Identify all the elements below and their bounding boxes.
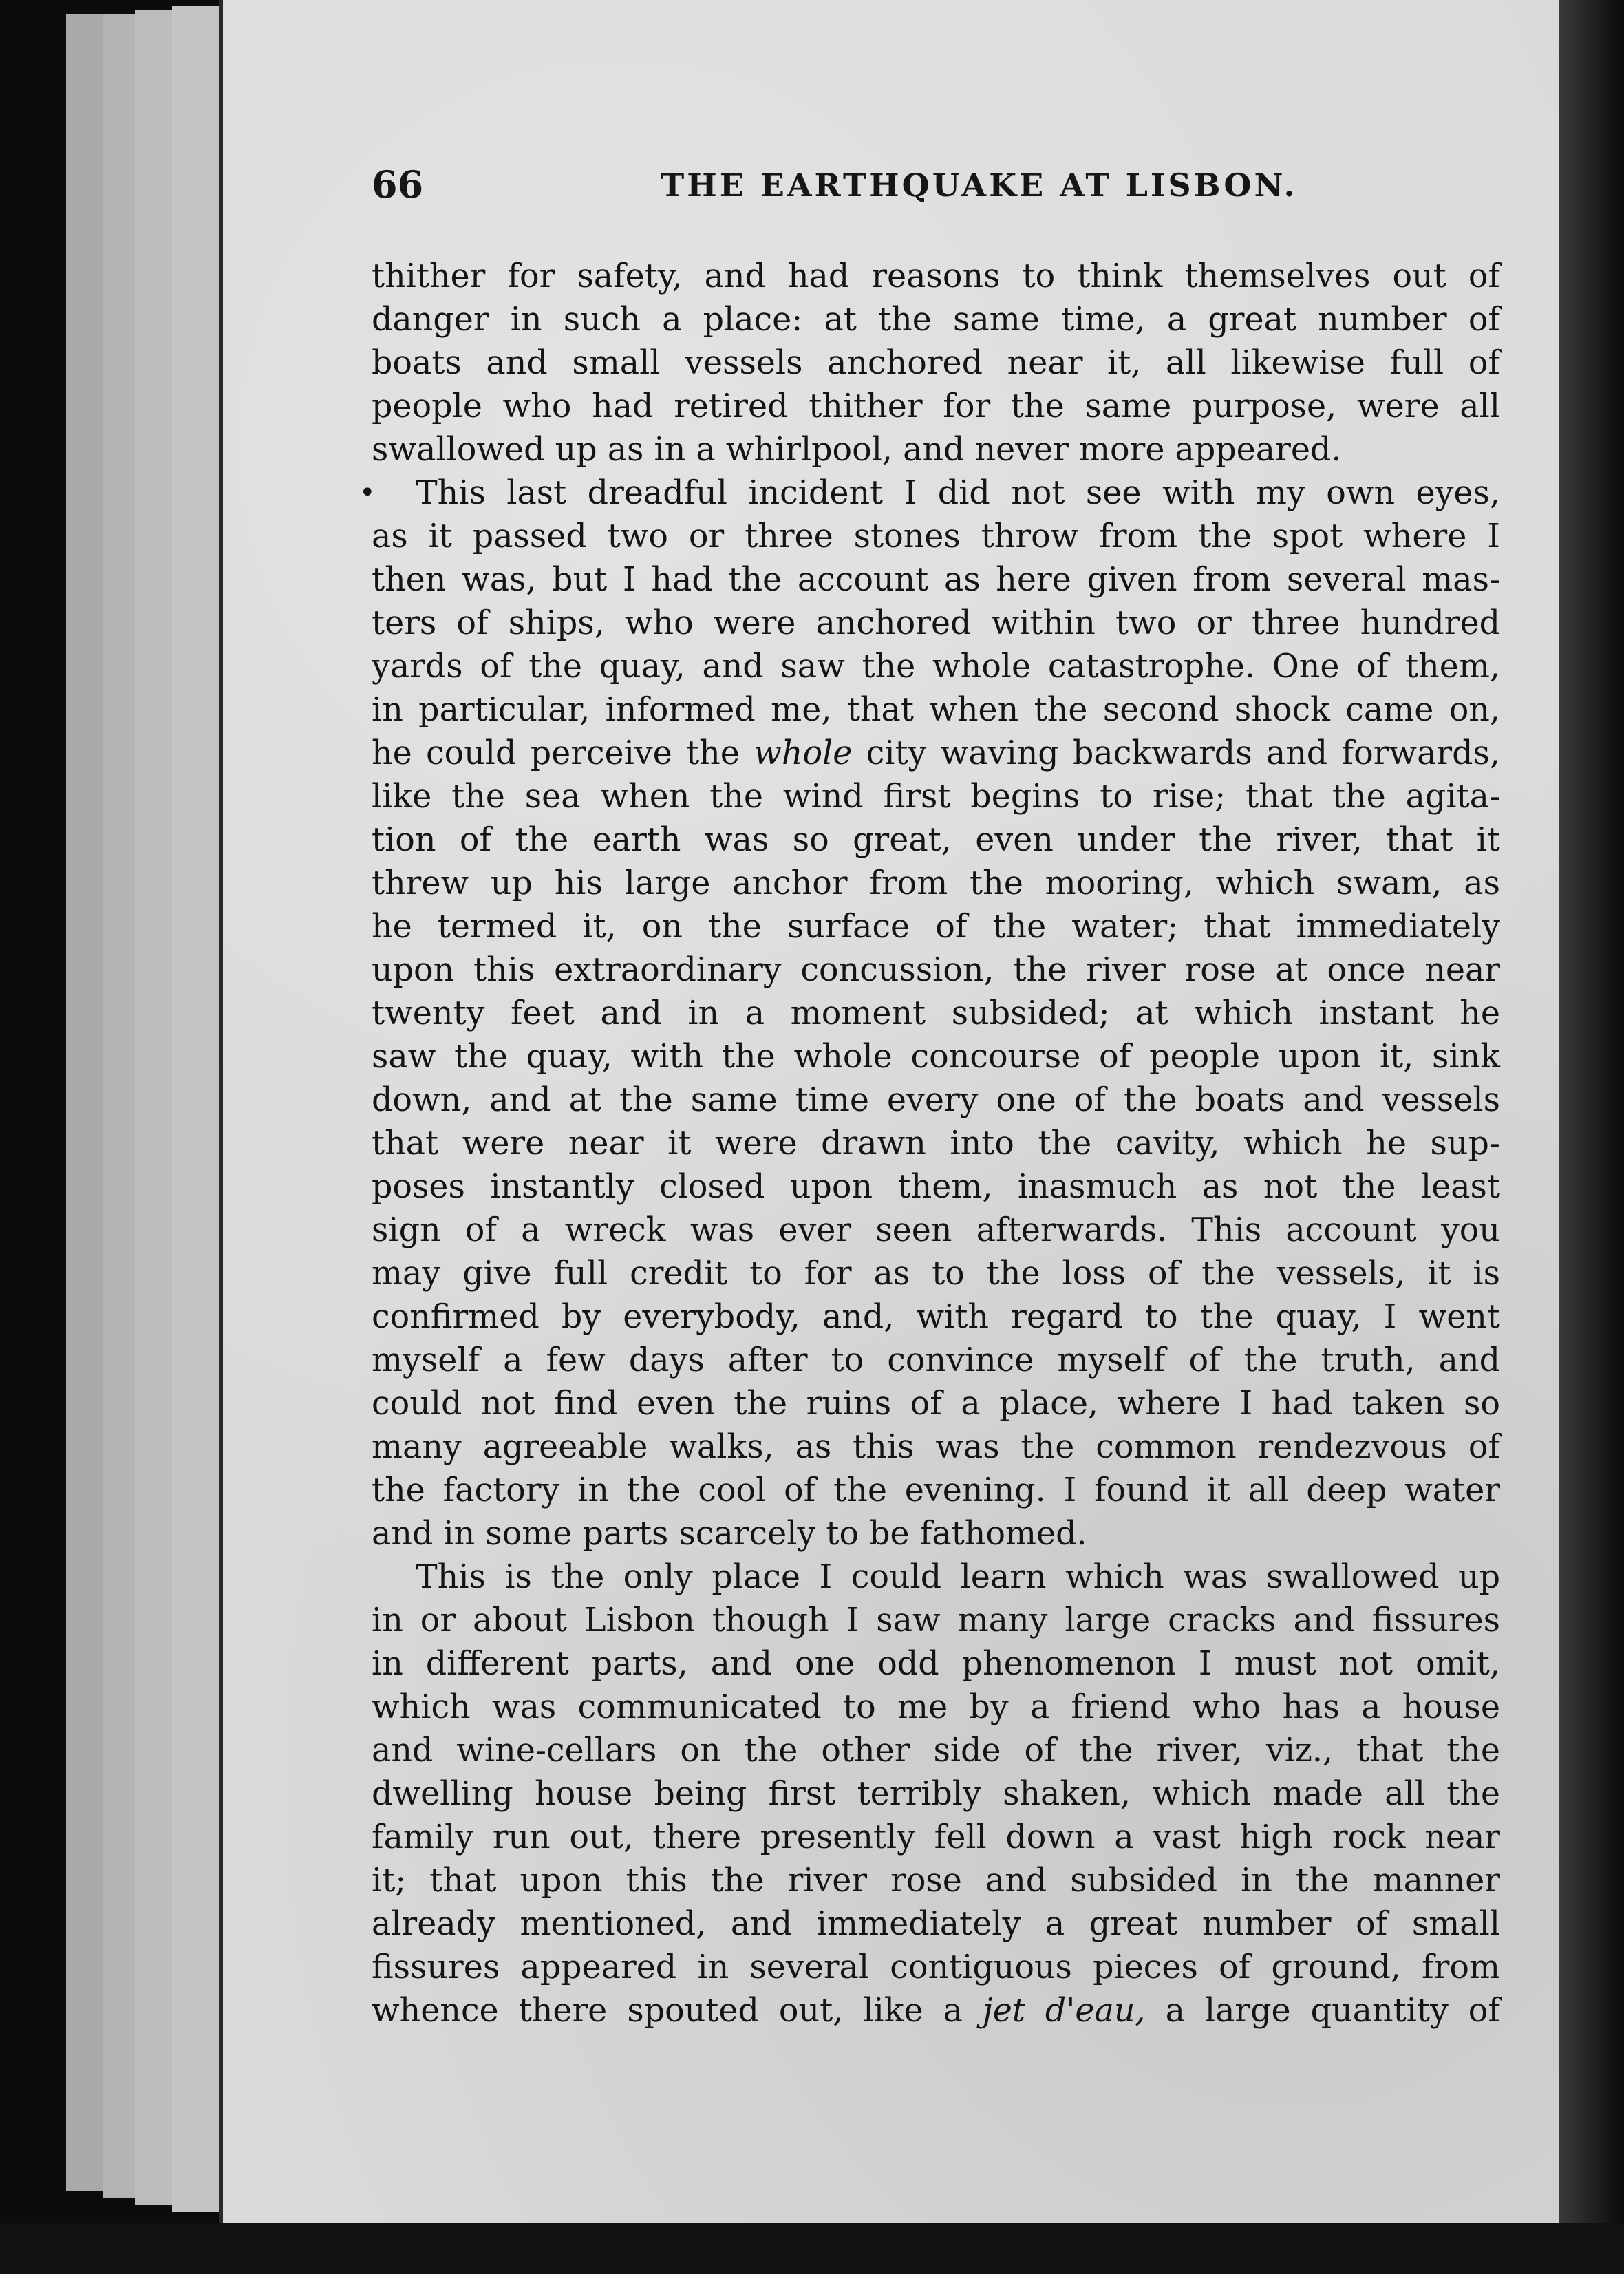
text-line — [372, 732, 1500, 775]
text-line: in different parts, and one odd phenomenon I must not omit, — [372, 1645, 1500, 1683]
text-line: confirmed by everybody, and, with regard to the quay, I went — [372, 1298, 1500, 1336]
text-line: and wine-cellars on the other side of the river, viz., that the — [372, 1732, 1500, 1770]
text-line: thither for safety, and had reasons to think themselves out of — [372, 257, 1500, 295]
text-line: threw up his large anchor from the mooring, which swam, as — [372, 864, 1500, 902]
text-line: sign of a wreck was ever seen afterwards. This account you — [372, 1211, 1500, 1249]
page-header — [372, 162, 1500, 224]
page-number: 66 — [372, 162, 424, 206]
text-line: upon this extraordinary concussion, the river rose at once near — [372, 951, 1500, 989]
text-line: in or about Lisbon though I saw many large cracks and fissures — [372, 1602, 1500, 1639]
text-segment: whence there spouted out, like a — [372, 1992, 963, 2030]
text-line: twenty feet and in a moment subsided; at which instant he — [372, 995, 1500, 1032]
text-line: already mentioned, and immediately a great number of small — [372, 1905, 1500, 1943]
text-line: down, and at the same time every one of the boats and vessels — [372, 1081, 1500, 1119]
text-line-content: This last dreadful incident I did not see with my own eyes, — [416, 474, 1500, 512]
text-line — [359, 471, 1500, 515]
text-line: as it passed two or three stones throw from the spot where I — [372, 518, 1500, 555]
text-line — [372, 1989, 1500, 2032]
text-line: people who had retired thither for the same purpose, were all — [372, 387, 1500, 425]
text-line: that were near it were drawn into the cavity, which he sup- — [372, 1125, 1500, 1162]
text-line: swallowed up as in a whirlpool, and never more appeared. — [372, 431, 1342, 469]
text-line: yards of the quay, and saw the whole catastrophe. One of them, — [372, 648, 1500, 686]
text-line: the factory in the cool of the evening. I found it all deep water — [372, 1471, 1500, 1509]
body-text — [359, 255, 1500, 2032]
italic-phrase: jet d'eau, — [982, 1992, 1146, 2030]
text-line: This is the only place I could learn which was swallowed up — [416, 1558, 1500, 1596]
text-line: which was communicated to me by a friend who has a house — [372, 1688, 1500, 1726]
text-line: poses instantly closed upon them, inasmuch as not the least — [372, 1168, 1500, 1206]
text-line: many agreeable walks, as this was the common rendezvous of — [372, 1428, 1500, 1466]
text-line: like the sea when the wind first begins to rise; that the agita- — [372, 778, 1500, 816]
text-segment: a large quantity of — [1165, 1992, 1500, 2030]
text-line: fissures appeared in several contiguous pieces of ground, from — [372, 1948, 1500, 1986]
text-line: boats and small vessels anchored near it, all likewise full of — [372, 344, 1500, 382]
text-line: may give full credit to for as to the loss of the vessels, it is — [372, 1255, 1500, 1293]
text-segment: he could perceive the — [372, 734, 740, 772]
text-line: could not find even the ruins of a place, where I had taken so — [372, 1385, 1500, 1423]
text-line: and in some parts scarcely to be fathomed. — [372, 1515, 1087, 1553]
scan-shadow-right — [1559, 0, 1624, 2274]
bullet-mark: • — [359, 477, 376, 509]
running-head: THE EARTHQUAKE AT LISBON. — [661, 167, 1298, 204]
text-line: family run out, there presently fell down a vast high rock near — [372, 1818, 1500, 1856]
text-line: it; that upon this the river rose and subsided in the manner — [372, 1862, 1500, 1900]
text-line: myself a few days after to convince myself of the truth, and — [372, 1341, 1500, 1379]
text-line: saw the quay, with the whole concourse of people upon it, sink — [372, 1038, 1500, 1076]
text-line: in particular, informed me, that when the second shock came on, — [372, 691, 1500, 729]
text-line: ters of ships, who were anchored within two or three hundred — [372, 604, 1500, 642]
text-line: tion of the earth was so great, even under the river, that it — [372, 821, 1500, 859]
text-segment: city waving backwards and forwards, — [866, 734, 1500, 772]
italic-word: whole — [754, 734, 853, 772]
text-line: danger in such a place: at the same time, a great number of — [372, 301, 1500, 339]
text-line: then was, but I had the account as here given from several mas- — [372, 561, 1500, 599]
scan-shadow-bottom — [0, 2223, 1624, 2274]
text-line: dwelling house being first terribly shaken, which made all the — [372, 1775, 1500, 1813]
text-line: he termed it, on the surface of the water; that immediately — [372, 908, 1500, 946]
